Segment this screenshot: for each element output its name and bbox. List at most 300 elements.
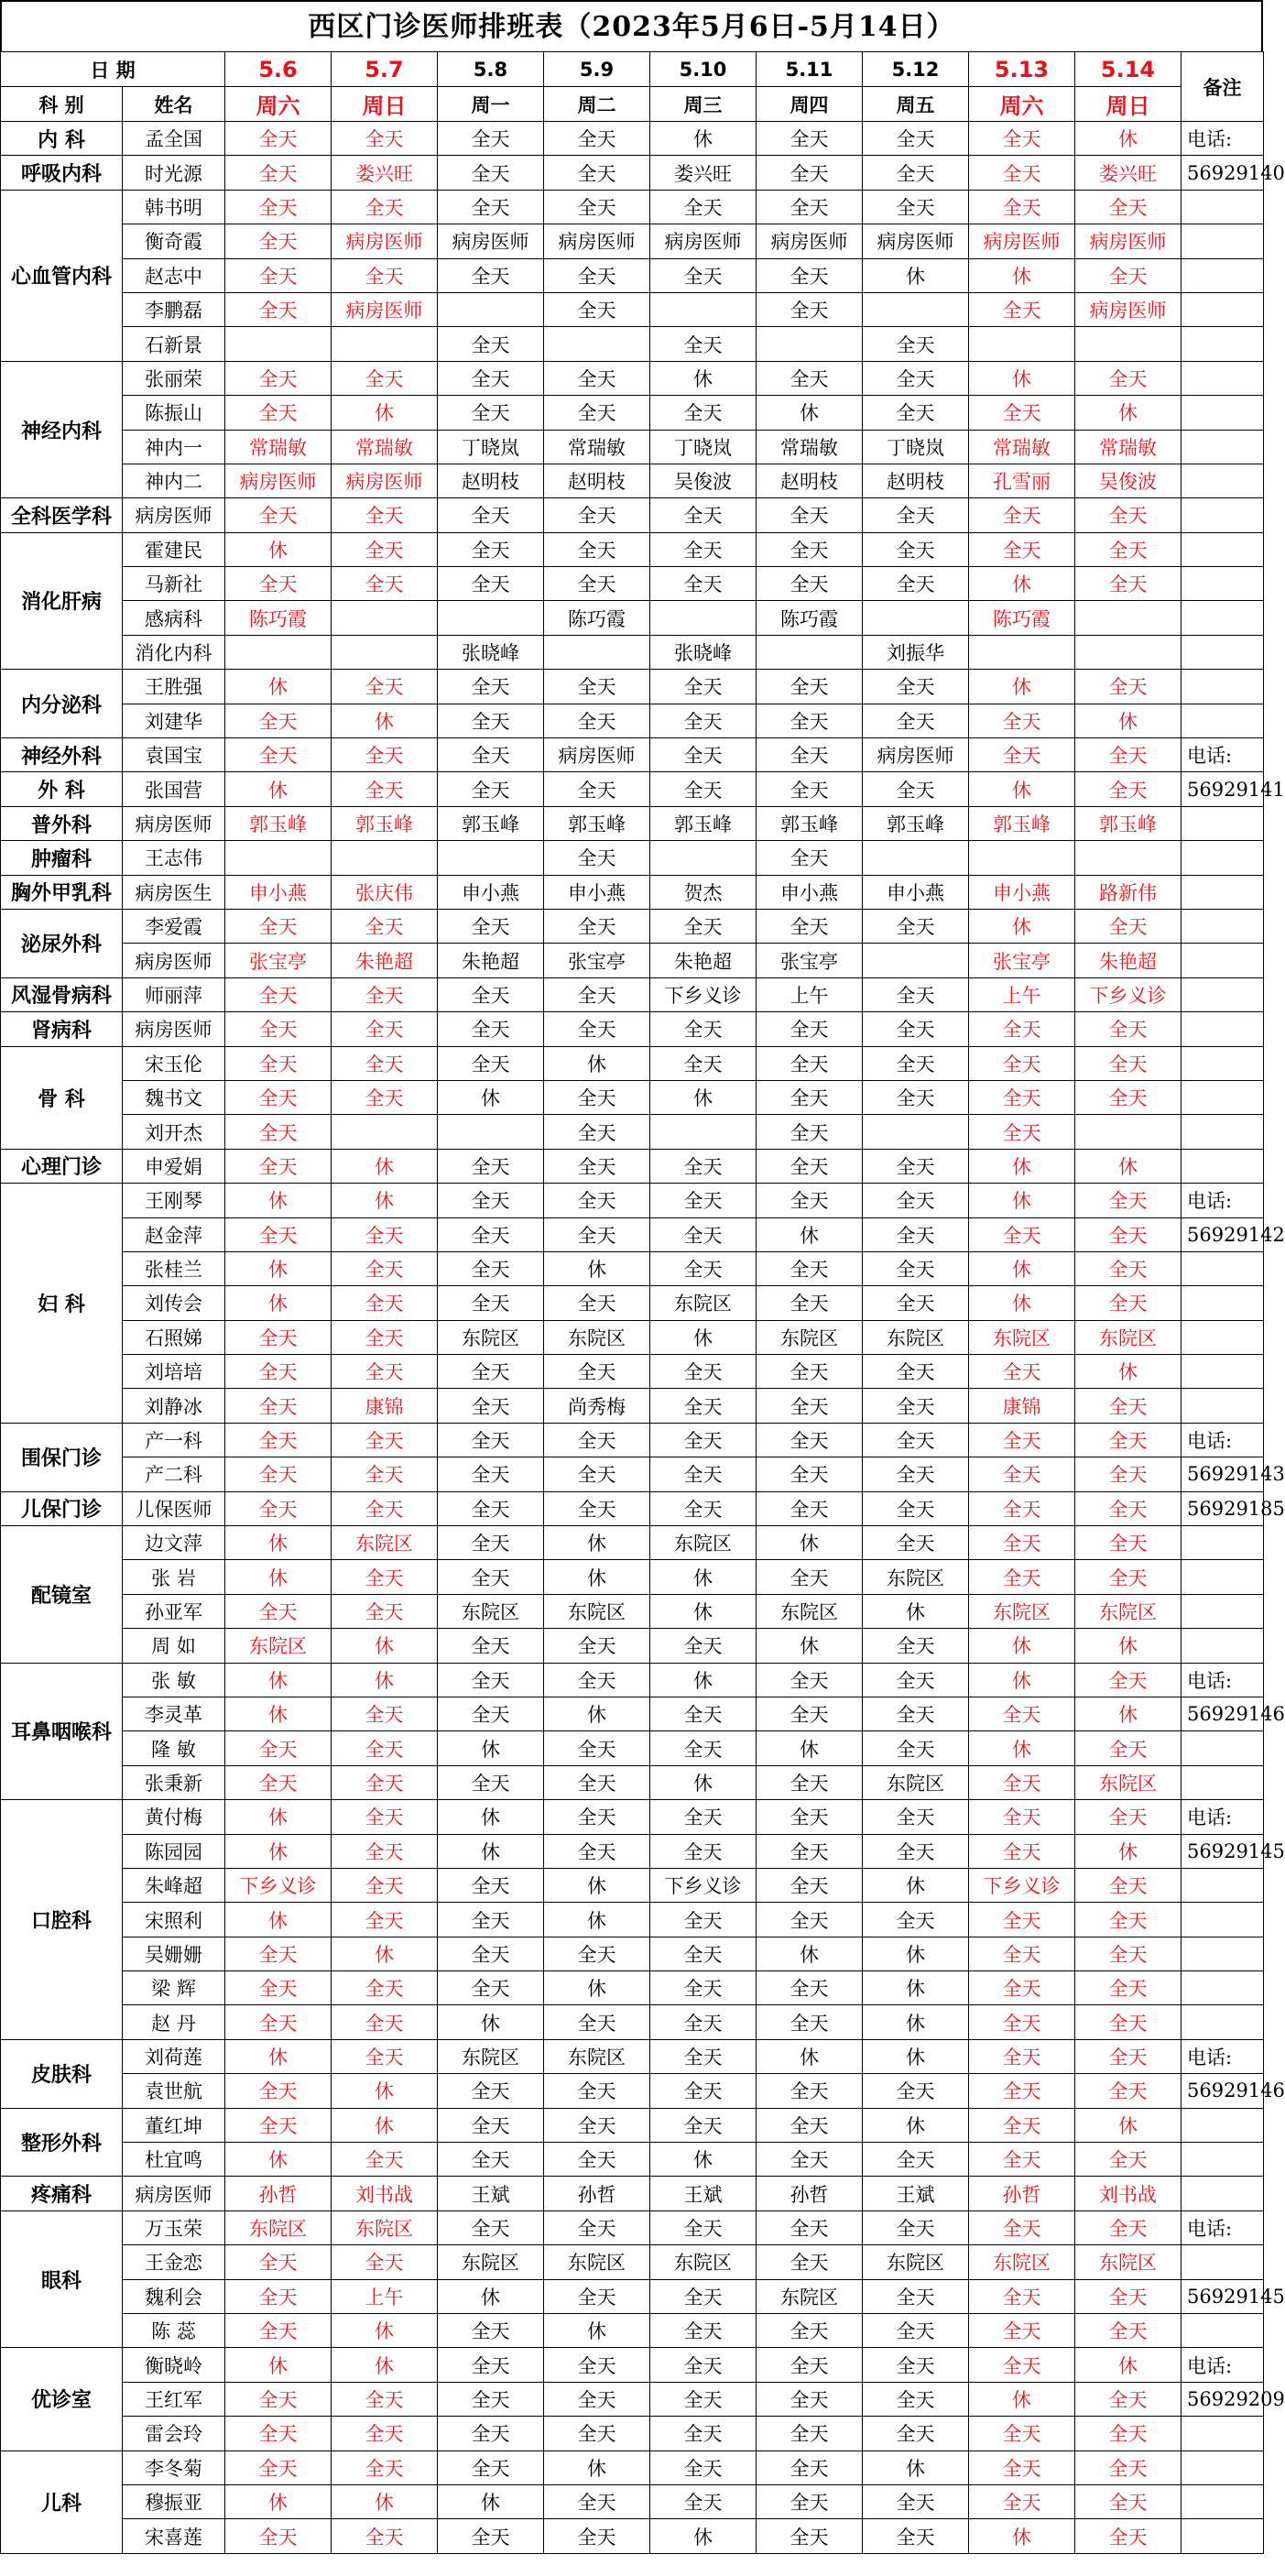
table-row (1, 1251, 1264, 1285)
shift-cell: 张晓峰 (650, 635, 757, 669)
shift-cell: 全天 (544, 1457, 650, 1491)
shift-cell: 全天 (969, 1217, 1075, 1251)
date-label: 日 期 (1, 52, 225, 87)
shift-cell: 全天 (863, 1251, 969, 1285)
shift-cell: 全天 (969, 292, 1075, 326)
shift-cell: 病房医师 (332, 224, 438, 258)
shift-cell: 全天 (544, 2279, 650, 2313)
table-row (1, 635, 1264, 669)
shift-cell: 休 (225, 532, 332, 566)
shift-cell: 全天 (757, 1971, 863, 2005)
doctor-name-cell: 黄付梅 (123, 1800, 225, 1834)
doctor-name-cell: 陈 蕊 (123, 2314, 225, 2348)
shift-cell: 全天 (225, 1971, 332, 2005)
shift-cell: 全天 (757, 772, 863, 806)
shift-cell: 休 (863, 2005, 969, 2039)
shift-cell: 全天 (650, 909, 757, 943)
shift-cell: 申小燕 (438, 875, 544, 909)
table-row (1, 2450, 1264, 2484)
note-cell (1182, 224, 1264, 258)
shift-cell: 全天 (332, 1320, 438, 1354)
shift-cell: 全天 (969, 2039, 1075, 2073)
note-cell: 56929146 (1182, 2074, 1264, 2108)
table-row (1, 1629, 1264, 1663)
shift-cell: 丁晓岚 (650, 430, 757, 464)
table-row (1, 1286, 1264, 1320)
shift-cell: 休 (544, 1903, 650, 1937)
note-cell (1182, 1320, 1264, 1354)
shift-cell: 全天 (863, 2314, 969, 2348)
shift-cell: 全天 (332, 1971, 438, 2005)
table-row (1, 1663, 1264, 1697)
shift-cell: 休 (225, 670, 332, 704)
shift-cell: 全天 (332, 1491, 438, 1525)
date-cell: 5.9 (544, 52, 650, 87)
shift-cell: 郭玉峰 (650, 806, 757, 840)
table-row (1, 567, 1264, 601)
shift-cell: 全天 (438, 327, 544, 361)
note-cell (1182, 2450, 1264, 2484)
shift-cell: 全天 (332, 498, 438, 532)
weekday-cell: 周四 (757, 87, 863, 122)
shift-cell: 休 (332, 2074, 438, 2108)
date-cell: 5.13 (969, 52, 1075, 87)
shift-cell: 全天 (1075, 2279, 1182, 2313)
table-row (1, 1800, 1264, 1834)
shift-cell (438, 1115, 544, 1149)
shift-cell: 路新伟 (1075, 875, 1182, 909)
shift-cell: 全天 (225, 498, 332, 532)
doctor-name-cell: 孙亚军 (123, 1594, 225, 1628)
shift-cell: 病房医师 (863, 224, 969, 258)
shift-cell: 全天 (1075, 1012, 1182, 1046)
shift-cell: 全天 (332, 1903, 438, 1937)
shift-cell: 全天 (969, 1971, 1075, 2005)
shift-cell: 全天 (332, 1046, 438, 1080)
table-row (1, 1457, 1264, 1491)
shift-cell: 东院区 (863, 2245, 969, 2279)
table-row (1, 875, 1264, 909)
shift-cell: 常瑞敏 (544, 430, 650, 464)
doctor-name-cell: 李冬菊 (123, 2450, 225, 2484)
shift-cell (332, 841, 438, 875)
shift-cell: 休 (650, 2143, 757, 2177)
shift-cell: 东院区 (438, 1594, 544, 1628)
shift-cell: 病房医师 (544, 738, 650, 772)
shift-cell: 休 (969, 567, 1075, 601)
shift-cell: 病房医师 (969, 224, 1075, 258)
shift-cell: 全天 (225, 2417, 332, 2450)
table-row (1, 532, 1264, 566)
shift-cell: 休 (544, 2314, 650, 2348)
shift-cell: 全天 (438, 1012, 544, 1046)
shift-cell: 全天 (332, 2519, 438, 2553)
shift-cell (863, 292, 969, 326)
table-row (1, 1903, 1264, 1937)
doctor-name-cell: 边文萍 (123, 1526, 225, 1560)
shift-cell: 康锦 (332, 1389, 438, 1423)
table-row (1, 1697, 1264, 1730)
shift-cell: 全天 (757, 2348, 863, 2382)
shift-cell (1075, 327, 1182, 361)
shift-cell: 全天 (225, 909, 332, 943)
shift-cell: 全天 (863, 1423, 969, 1457)
shift-cell: 全天 (438, 2314, 544, 2348)
shift-cell: 刘书战 (332, 2177, 438, 2210)
shift-cell: 病房医师 (438, 224, 544, 258)
shift-cell: 全天 (1075, 1389, 1182, 1423)
shift-cell: 全天 (225, 122, 332, 156)
shift-cell: 全天 (544, 2074, 650, 2108)
shift-cell: 休 (438, 2279, 544, 2313)
shift-cell: 休 (757, 1731, 863, 1765)
shift-cell: 贺杰 (650, 875, 757, 909)
shift-cell: 东院区 (757, 1594, 863, 1628)
shift-cell: 全天 (225, 1115, 332, 1149)
shift-cell: 全天 (650, 1491, 757, 1525)
shift-cell: 张宝亭 (544, 944, 650, 977)
shift-cell: 全天 (650, 1800, 757, 1834)
shift-cell: 全天 (757, 361, 863, 395)
shift-cell: 全天 (544, 704, 650, 737)
shift-cell: 全天 (863, 1526, 969, 1560)
shift-cell: 休 (225, 1184, 332, 1217)
table-row (1, 2074, 1264, 2108)
shift-cell: 全天 (969, 1903, 1075, 1937)
shift-cell: 全天 (544, 567, 650, 601)
table-row (1, 2519, 1264, 2553)
shift-cell: 全天 (863, 909, 969, 943)
shift-cell: 全天 (650, 1457, 757, 1491)
shift-cell: 病房医师 (1075, 292, 1182, 326)
table-row (1, 1184, 1264, 1217)
shift-cell: 下乡义诊 (650, 977, 757, 1011)
dept-cell: 内 科 (1, 122, 123, 156)
shift-cell: 休 (650, 2519, 757, 2553)
shift-cell: 陈巧霞 (969, 601, 1075, 635)
date-cell: 5.11 (757, 52, 863, 87)
shift-cell: 全天 (969, 190, 1075, 224)
shift-cell: 全天 (650, 2210, 757, 2244)
doctor-name-cell: 马新社 (123, 567, 225, 601)
shift-cell: 全天 (757, 2108, 863, 2142)
shift-cell: 全天 (438, 567, 544, 601)
shift-cell: 全天 (438, 2108, 544, 2142)
shift-cell: 休 (225, 2484, 332, 2518)
shift-cell: 全天 (863, 2417, 969, 2450)
note-cell (1182, 670, 1264, 704)
shift-cell: 全天 (1075, 1903, 1182, 1937)
table-row (1, 1320, 1264, 1354)
shift-cell: 东院区 (1075, 1320, 1182, 1354)
table-row (1, 738, 1264, 772)
doctor-name-cell: 周 如 (123, 1629, 225, 1663)
shift-cell: 上午 (757, 977, 863, 1011)
note-cell (1182, 2519, 1264, 2553)
table-row (1, 1149, 1264, 1183)
shift-cell: 休 (757, 1526, 863, 1560)
shift-cell: 全天 (225, 1012, 332, 1046)
shift-cell: 全天 (438, 2348, 544, 2382)
shift-cell: 全天 (650, 704, 757, 737)
shift-cell: 全天 (969, 2143, 1075, 2177)
shift-cell: 全天 (969, 1937, 1075, 1970)
table-row (1, 396, 1264, 430)
table-row (1, 361, 1264, 395)
dept-cell: 儿科 (1, 2450, 123, 2553)
shift-cell: 病房医师 (863, 738, 969, 772)
shift-cell: 东院区 (438, 2245, 544, 2279)
shift-cell: 全天 (332, 1834, 438, 1868)
note-cell (1182, 1937, 1264, 1970)
shift-cell: 全天 (225, 1731, 332, 1765)
shift-cell: 全天 (1075, 2382, 1182, 2416)
shift-cell: 全天 (969, 1834, 1075, 1868)
table-row (1, 2177, 1264, 2210)
shift-cell: 全天 (438, 1423, 544, 1457)
shift-cell: 全天 (969, 738, 1075, 772)
shift-cell: 郭玉峰 (544, 806, 650, 840)
shift-cell: 休 (332, 2348, 438, 2382)
shift-cell: 全天 (225, 292, 332, 326)
shift-cell: 全天 (438, 2143, 544, 2177)
shift-cell: 全天 (863, 361, 969, 395)
shift-cell: 全天 (1075, 1423, 1182, 1457)
doctor-name-cell: 刘静冰 (123, 1389, 225, 1423)
shift-cell: 东院区 (544, 2245, 650, 2279)
dept-cell: 呼吸内科 (1, 156, 123, 190)
shift-cell: 休 (969, 1184, 1075, 1217)
shift-cell: 全天 (650, 258, 757, 292)
shift-cell: 休 (863, 1937, 969, 1970)
note-cell (1182, 1286, 1264, 1320)
shift-cell: 休 (225, 1560, 332, 1594)
shift-cell: 东院区 (863, 1560, 969, 1594)
note-cell (1182, 567, 1264, 601)
shift-cell: 娄兴旺 (650, 156, 757, 190)
shift-cell: 休 (225, 2039, 332, 2073)
doctor-name-cell: 赵志中 (123, 258, 225, 292)
shift-cell (969, 635, 1075, 669)
shift-cell: 全天 (332, 977, 438, 1011)
shift-cell: 刘振华 (863, 635, 969, 669)
note-cell: 56929142 (1182, 1217, 1264, 1251)
shift-cell: 全天 (969, 2484, 1075, 2518)
shift-cell: 东院区 (438, 1320, 544, 1354)
shift-cell: 全天 (650, 2108, 757, 2142)
shift-cell: 尚秀梅 (544, 1389, 650, 1423)
table-row (1, 2484, 1264, 2518)
shift-cell: 全天 (544, 1937, 650, 1970)
shift-cell: 东院区 (863, 1320, 969, 1354)
shift-cell: 全天 (757, 2143, 863, 2177)
doctor-name-cell: 刘荷莲 (123, 2039, 225, 2073)
shift-cell: 休 (863, 2108, 969, 2142)
shift-cell: 朱艳超 (1075, 944, 1182, 977)
doctor-name-cell: 吴姗姗 (123, 1937, 225, 1970)
shift-cell: 全天 (1075, 1046, 1182, 1080)
note-cell (1182, 1149, 1264, 1183)
shift-cell: 全天 (863, 2348, 969, 2382)
shift-cell: 休 (969, 772, 1075, 806)
shift-cell: 病房医师 (1075, 224, 1182, 258)
doctor-name-cell: 王红军 (123, 2382, 225, 2416)
shift-cell: 全天 (438, 772, 544, 806)
shift-cell: 休 (225, 772, 332, 806)
note-cell (1182, 327, 1264, 361)
shift-cell: 全天 (969, 1697, 1075, 1730)
shift-cell: 休 (332, 1663, 438, 1697)
schedule-table (0, 51, 1285, 2554)
doctor-name-cell: 袁国宝 (123, 738, 225, 772)
shift-cell: 全天 (225, 190, 332, 224)
shift-cell: 休 (1075, 1355, 1182, 1389)
shift-cell: 休 (438, 1800, 544, 1834)
shift-cell: 全天 (332, 2450, 438, 2484)
shift-cell (225, 635, 332, 669)
note-cell (1182, 190, 1264, 224)
shift-cell: 全天 (438, 2210, 544, 2244)
shift-cell: 娄兴旺 (332, 156, 438, 190)
shift-cell: 全天 (863, 704, 969, 737)
shift-cell: 全天 (544, 361, 650, 395)
shift-cell (863, 1115, 969, 1149)
shift-cell: 全天 (1075, 1286, 1182, 1320)
shift-cell: 东院区 (544, 1320, 650, 1354)
shift-cell: 全天 (969, 2314, 1075, 2348)
shift-cell: 全天 (969, 1765, 1075, 1799)
note-cell (1182, 2005, 1264, 2039)
shift-cell: 全天 (1075, 909, 1182, 943)
shift-cell: 全天 (969, 156, 1075, 190)
table-row (1, 1526, 1264, 1560)
shift-cell: 全天 (757, 122, 863, 156)
doctor-name-cell: 霍建民 (123, 532, 225, 566)
shift-cell (650, 292, 757, 326)
dept-cell: 全科医学科 (1, 498, 123, 532)
shift-cell: 陈巧霞 (544, 601, 650, 635)
shift-cell: 休 (332, 396, 438, 430)
shift-cell: 休 (969, 909, 1075, 943)
shift-cell: 全天 (969, 2074, 1075, 2108)
shift-cell: 全天 (225, 1320, 332, 1354)
shift-cell: 全天 (757, 909, 863, 943)
shift-cell: 郭玉峰 (1075, 806, 1182, 840)
table-row (1, 292, 1264, 326)
shift-cell: 张庆伟 (332, 875, 438, 909)
doctor-name-cell: 产二科 (123, 1457, 225, 1491)
doctor-name-cell: 李灵革 (123, 1697, 225, 1730)
table-row (1, 772, 1264, 806)
shift-cell: 全天 (863, 190, 969, 224)
shift-cell: 全天 (650, 567, 757, 601)
table-row (1, 224, 1264, 258)
shift-cell: 全天 (969, 1080, 1075, 1114)
shift-cell: 全天 (650, 1355, 757, 1389)
shift-cell: 全天 (757, 1423, 863, 1457)
table-row (1, 670, 1264, 704)
shift-cell: 全天 (650, 327, 757, 361)
shift-cell: 全天 (863, 1184, 969, 1217)
note-cell (1182, 1971, 1264, 2005)
shift-cell: 全天 (969, 2005, 1075, 2039)
shift-cell: 全天 (438, 909, 544, 943)
shift-cell: 全天 (1075, 2314, 1182, 2348)
shift-cell: 全天 (650, 1217, 757, 1251)
note-cell: 56929146 (1182, 1697, 1264, 1730)
shift-cell: 全天 (544, 1149, 650, 1183)
shift-cell: 全天 (544, 532, 650, 566)
dept-cell: 外 科 (1, 772, 123, 806)
shift-cell: 全天 (969, 2348, 1075, 2382)
shift-cell: 全天 (757, 532, 863, 566)
dept-cell: 妇 科 (1, 1184, 123, 1424)
shift-cell: 全天 (438, 156, 544, 190)
shift-cell: 全天 (650, 190, 757, 224)
shift-cell: 全天 (863, 1697, 969, 1730)
shift-cell: 全天 (225, 1423, 332, 1457)
shift-cell: 全天 (863, 2143, 969, 2177)
shift-cell: 休 (544, 2450, 650, 2484)
shift-cell: 全天 (863, 1800, 969, 1834)
shift-cell: 全天 (438, 1697, 544, 1730)
shift-cell: 休 (969, 670, 1075, 704)
shift-cell (650, 1115, 757, 1149)
shift-cell: 全天 (544, 841, 650, 875)
shift-cell: 全天 (438, 396, 544, 430)
shift-cell: 全天 (332, 2382, 438, 2416)
shift-cell (332, 1115, 438, 1149)
doctor-name-cell: 陈振山 (123, 396, 225, 430)
shift-cell: 全天 (438, 498, 544, 532)
note-cell: 电话: (1182, 2039, 1264, 2073)
shift-cell: 孙哲 (544, 2177, 650, 2210)
shift-cell: 东院区 (544, 2039, 650, 2073)
shift-cell: 全天 (757, 190, 863, 224)
shift-cell (1075, 635, 1182, 669)
note-cell (1182, 2108, 1264, 2142)
shift-cell: 全天 (1075, 1251, 1182, 1285)
shift-cell: 全天 (863, 2519, 969, 2553)
dept-cell: 神经外科 (1, 738, 123, 772)
note-cell: 电话: (1182, 1423, 1264, 1457)
shift-cell: 休 (863, 2039, 969, 2073)
shift-cell: 全天 (332, 122, 438, 156)
note-cell: 电话: (1182, 1663, 1264, 1697)
table-row (1, 1423, 1264, 1457)
table-row (1, 498, 1264, 532)
shift-cell: 休 (969, 258, 1075, 292)
shift-cell: 全天 (544, 1012, 650, 1046)
shift-cell: 休 (757, 1629, 863, 1663)
doctor-name-cell: 病房医师 (123, 944, 225, 977)
shift-cell: 全天 (438, 1217, 544, 1251)
shift-cell: 休 (1075, 704, 1182, 737)
table-row (1, 2108, 1264, 2142)
shift-cell: 常瑞敏 (969, 430, 1075, 464)
shift-cell: 全天 (969, 396, 1075, 430)
note-cell (1182, 1046, 1264, 1080)
table-row (1, 1765, 1264, 1799)
note-cell (1182, 601, 1264, 635)
shift-cell: 全天 (438, 361, 544, 395)
shift-cell: 全天 (225, 1457, 332, 1491)
shift-cell: 全天 (757, 1149, 863, 1183)
shift-cell: 全天 (438, 1560, 544, 1594)
shift-cell: 全天 (332, 909, 438, 943)
doctor-name-cell: 张丽荣 (123, 361, 225, 395)
shift-cell: 全天 (544, 122, 650, 156)
